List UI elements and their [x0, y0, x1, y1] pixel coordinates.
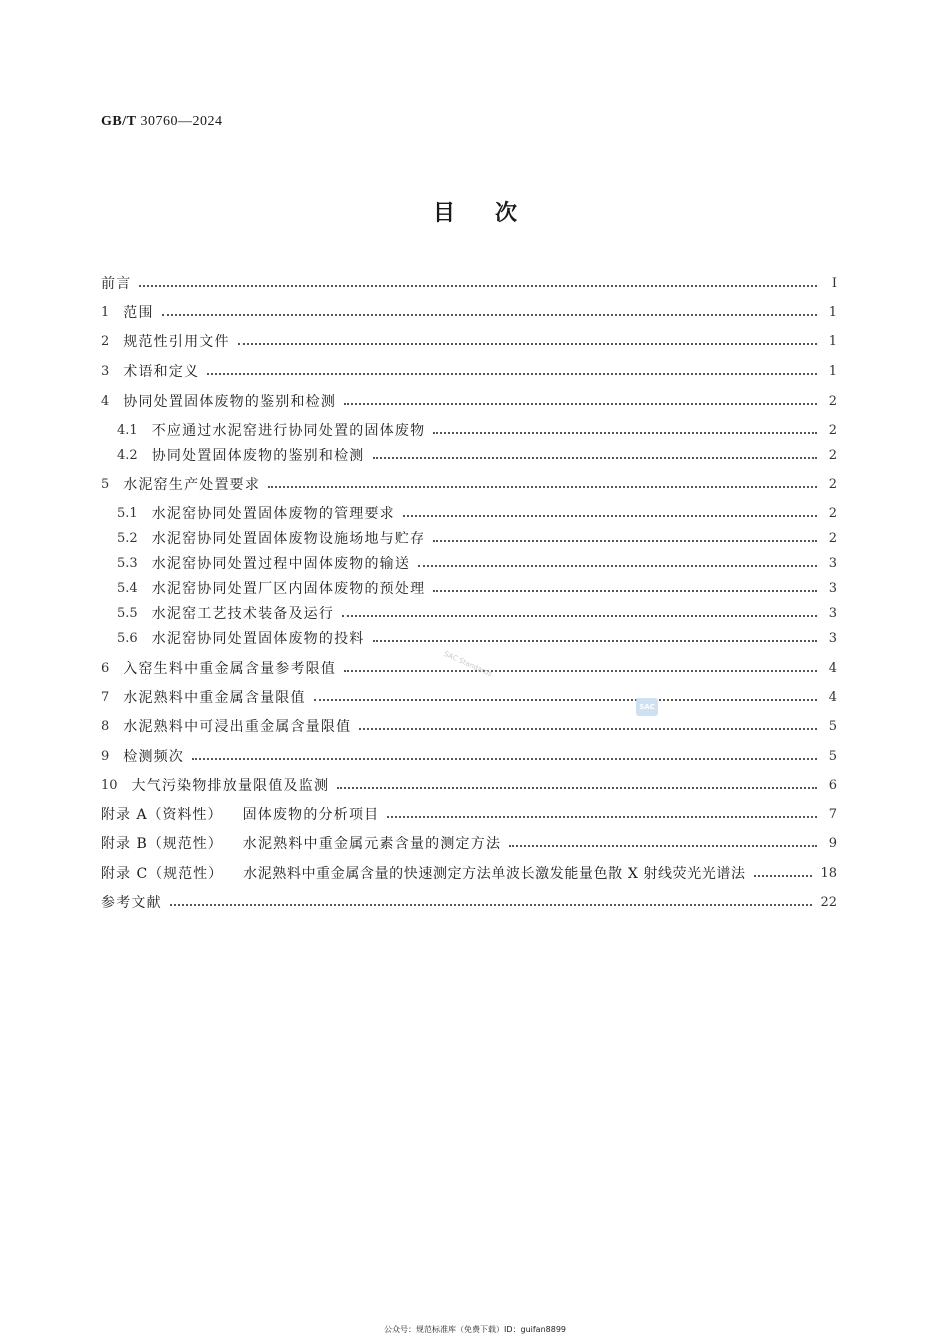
toc-entry-page: 5 — [828, 748, 837, 764]
toc-entry-page: 3 — [828, 605, 837, 621]
toc-leader-dots — [337, 787, 817, 789]
toc-entry-number: 6 — [101, 660, 110, 676]
toc-entry-title: 参考文献 — [101, 895, 162, 911]
toc-entry-title: 协同处置固体废物的鉴别和检测 — [123, 394, 337, 410]
toc-leader-dots — [192, 758, 817, 760]
toc-entry-page: 1 — [828, 333, 837, 349]
toc-leader-dots — [433, 540, 817, 542]
toc-entry-page: 1 — [828, 304, 837, 320]
toc-entry-title: 水泥窑协同处置厂区内固体废物的预处理 — [151, 581, 426, 597]
toc-entry-title: 不应通过水泥窑进行协同处置的固体废物 — [151, 423, 426, 439]
toc-entry[interactable] — [117, 602, 837, 624]
toc-leader-dots — [238, 343, 817, 345]
toc-entry-page: 1 — [828, 363, 837, 379]
toc-entry-title: 水泥熟料中重金属元素含量的测定方法 — [242, 836, 502, 852]
toc-entry-page: 3 — [828, 630, 837, 646]
toc-entry-page: 2 — [828, 447, 837, 463]
toc-entry[interactable] — [117, 502, 837, 524]
toc-entry[interactable] — [101, 390, 837, 412]
toc-leader-dots — [373, 640, 818, 642]
toc-entry[interactable] — [117, 419, 837, 441]
toc-entry-title: 水泥窑协同处置固体废物的投料 — [151, 631, 365, 647]
toc-entry-number: 9 — [101, 748, 110, 764]
toc-leader-dots — [207, 373, 817, 375]
toc-entry-title: 大气污染物排放量限值及监测 — [131, 778, 330, 794]
toc-leader-dots — [170, 904, 813, 906]
toc-entry[interactable] — [101, 862, 837, 884]
toc-entry-number: 5.1 — [117, 505, 138, 521]
toc-entry[interactable] — [117, 577, 837, 599]
toc-leader-dots — [314, 699, 817, 701]
toc-leader-dots — [139, 285, 817, 287]
toc-entry-title: 规范性引用文件 — [123, 334, 230, 350]
toc-entry-number: 5.5 — [117, 605, 138, 621]
toc-leader-dots — [433, 590, 817, 592]
toc-entry-title: 术语和定义 — [123, 364, 200, 380]
toc-leader-dots — [344, 670, 817, 672]
toc-leader-dots — [268, 486, 817, 488]
toc-entry-number: 5.6 — [117, 630, 138, 646]
toc-entry-title: 水泥窑工艺技术装备及运行 — [151, 606, 335, 622]
standard-prefix: GB/T — [101, 114, 137, 129]
toc-entry-number: 4.1 — [117, 422, 138, 438]
standard-code — [101, 114, 222, 130]
toc-leader-dots — [403, 515, 817, 517]
toc-leader-dots — [162, 314, 817, 316]
toc-entry-number: 5.2 — [117, 530, 138, 546]
toc-entry[interactable] — [117, 444, 837, 466]
toc-leader-dots — [387, 816, 817, 818]
toc-entry-title: 水泥熟料中重金属含量限值 — [123, 690, 306, 706]
toc-entry[interactable] — [101, 891, 837, 913]
toc-entry[interactable] — [101, 745, 837, 767]
toc-entry-title: 固体废物的分析项目 — [242, 807, 380, 823]
toc-entry-title: 协同处置固体废物的鉴别和检测 — [151, 448, 365, 464]
toc-entry-page: 7 — [828, 806, 837, 822]
toc-entry-page: 6 — [828, 777, 837, 793]
watermark-logo: SAC — [636, 698, 658, 716]
toc-entry-page: 4 — [828, 689, 837, 705]
toc-leader-dots — [373, 457, 818, 459]
toc-entry-title: 入窑生料中重金属含量参考限值 — [123, 661, 337, 677]
toc-entry-page: 3 — [828, 555, 837, 571]
toc-entry-number: 1 — [101, 304, 110, 320]
toc-leader-dots — [418, 565, 817, 567]
toc-leader-dots — [754, 875, 813, 877]
toc-entry-title: 水泥窑协同处置固体废物的管理要求 — [151, 506, 395, 522]
toc-entry[interactable] — [101, 360, 837, 382]
toc-entry-page: 22 — [820, 894, 837, 910]
watermark-text: SAC Standards — [442, 649, 494, 679]
toc-entry[interactable] — [117, 552, 837, 574]
toc-entry-page: 2 — [828, 505, 837, 521]
toc-entry-number: 5.4 — [117, 580, 138, 596]
toc-entry[interactable] — [101, 774, 837, 796]
toc-entry-number: 10 — [101, 777, 118, 793]
toc-entry[interactable] — [101, 686, 837, 708]
toc-entry-page: 2 — [828, 530, 837, 546]
toc-entry-page: 2 — [828, 476, 837, 492]
toc-entry-title: 水泥熟料中重金属含量的快速测定方法单波长激发能量色散 X 射线荧光光谱法 — [243, 866, 746, 882]
toc-entry-page: I — [831, 275, 837, 291]
toc-entry-title: 水泥窑协同处置过程中固体废物的输送 — [151, 556, 411, 572]
toc-entry[interactable] — [117, 527, 837, 549]
toc-entry[interactable] — [101, 832, 837, 854]
toc-entry[interactable] — [101, 330, 837, 352]
toc-leader-dots — [509, 845, 817, 847]
toc-entry-page: 4 — [828, 660, 837, 676]
toc-entry[interactable] — [101, 301, 837, 323]
toc-entry-number: 3 — [101, 363, 110, 379]
toc-entry-page: 5 — [828, 718, 837, 734]
toc-entry-number: 4 — [101, 393, 110, 409]
toc-entry-page: 18 — [820, 865, 837, 881]
toc-entry-number: 2 — [101, 333, 110, 349]
standard-number: 30760—2024 — [140, 114, 223, 129]
toc-leader-dots — [359, 728, 817, 730]
toc-leader-dots — [344, 403, 817, 405]
toc-entry-title: 水泥窑协同处置固体废物设施场地与贮存 — [151, 531, 426, 547]
toc-entry-number: 附录 A（资料性） — [101, 807, 223, 823]
toc-entry-title: 前言 — [101, 276, 132, 292]
toc-entry[interactable] — [117, 627, 837, 649]
toc-entry-number: 附录 C（规范性） — [101, 866, 224, 882]
toc-entry[interactable] — [101, 715, 837, 737]
toc-entry-title: 范围 — [123, 305, 154, 321]
toc-entry-page: 2 — [828, 393, 837, 409]
toc-entry-number: 5.3 — [117, 555, 138, 571]
toc-entry[interactable] — [101, 473, 837, 495]
toc-entry[interactable] — [101, 803, 837, 825]
toc-entry-number: 附录 B（规范性） — [101, 836, 223, 852]
toc-leader-dots — [433, 432, 817, 434]
toc-entry-number: 4.2 — [117, 447, 138, 463]
toc-entry-title: 水泥熟料中可浸出重金属含量限值 — [123, 719, 352, 735]
toc-entry-number: 8 — [101, 718, 110, 734]
toc-leader-dots — [342, 615, 817, 617]
toc-entry-number: 5 — [101, 476, 110, 492]
toc-entry-page: 2 — [828, 422, 837, 438]
toc-entry-title: 检测频次 — [123, 749, 185, 765]
toc-entry-title: 水泥窑生产处置要求 — [123, 477, 261, 493]
toc-entry[interactable] — [101, 272, 837, 294]
page-title: 目次 — [432, 200, 557, 226]
toc-entry-page: 9 — [828, 835, 837, 851]
toc-entry-page: 3 — [828, 580, 837, 596]
toc-entry-number: 7 — [101, 689, 110, 705]
footer-note: 公众号：规范标准库（免费下载）ID：guifan8899 — [383, 1325, 567, 1334]
